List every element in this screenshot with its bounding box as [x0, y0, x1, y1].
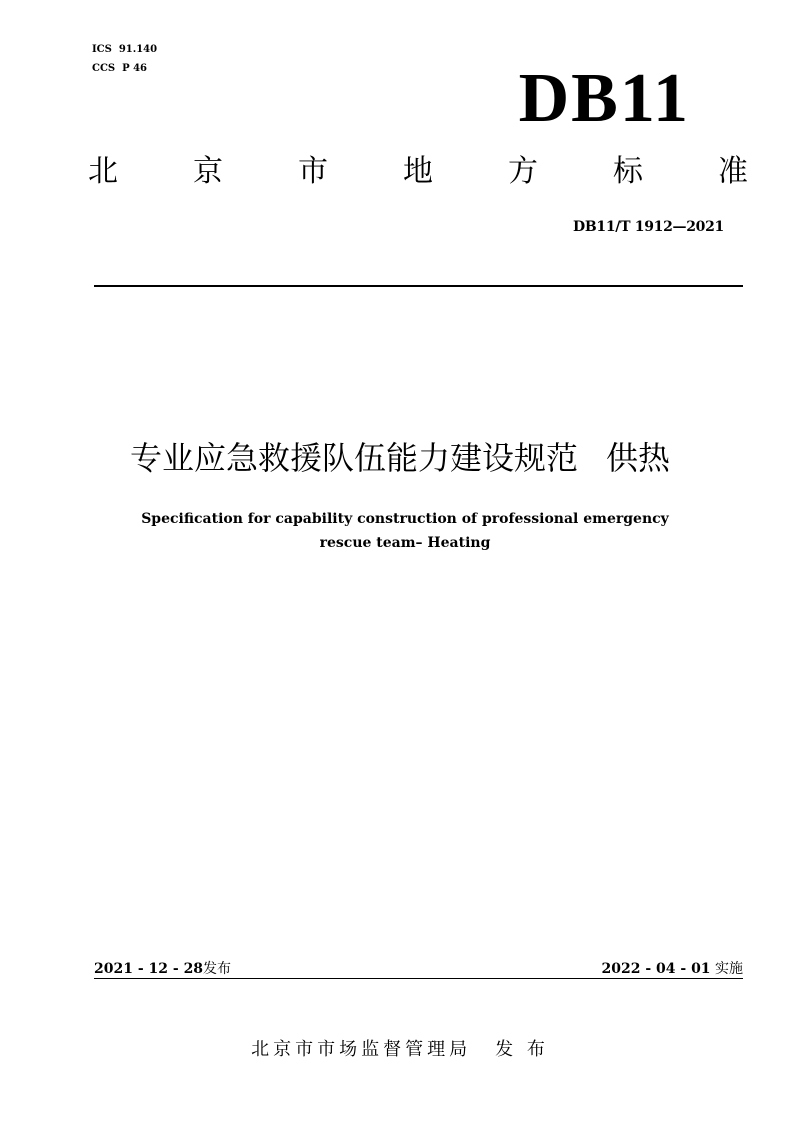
implement-date: 2022 - 04 - 01 [601, 961, 711, 977]
ics-code: ICS 91.140 [92, 44, 158, 55]
chinese-title-sub: 供热 [606, 439, 671, 477]
english-title-line: rescue team– Heating [319, 535, 491, 551]
standard-type-char: 方 [508, 154, 538, 189]
standard-type-char: 北 [88, 154, 118, 189]
implement-label: 实施 [715, 961, 743, 977]
classification-codes [92, 40, 157, 78]
standard-type-char: 京 [193, 154, 223, 189]
publisher-line [0, 1035, 800, 1061]
publish-label: 发布 [203, 961, 232, 977]
chinese-title-main: 专业应急救援队伍能力建设规范 [129, 439, 578, 477]
publish-date-block [94, 958, 231, 978]
standard-type-heading [88, 152, 748, 192]
standard-type-char: 准 [718, 154, 748, 189]
header-divider [94, 285, 743, 287]
standard-type-char: 标 [613, 154, 643, 189]
footer-divider [94, 978, 743, 979]
publisher-action: 发 布 [495, 1039, 549, 1060]
english-title [40, 507, 770, 555]
publish-date: 2021 - 12 - 28 [94, 961, 204, 977]
standard-number: DB11/T 1912—2021 [573, 219, 724, 235]
standard-type-char: 地 [403, 154, 433, 189]
standard-type-char: 市 [298, 154, 328, 189]
standard-logo: DB11 [518, 60, 690, 137]
publisher-name: 北京市市场监督管理局 [251, 1039, 472, 1060]
ccs-code: CCS P 46 [92, 63, 148, 74]
chinese-title [0, 436, 800, 480]
english-title-line: Specification for capability construction of professional emergency [141, 511, 669, 527]
implement-date-block [602, 958, 744, 978]
